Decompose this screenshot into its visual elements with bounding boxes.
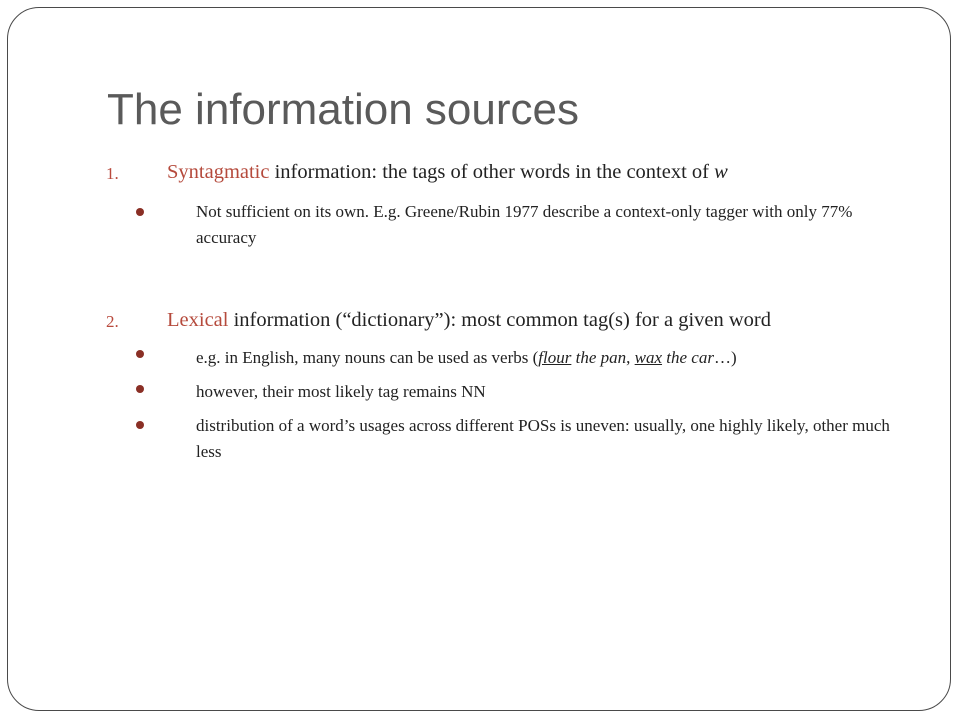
bullet-icon <box>136 350 144 358</box>
slide-title: The information sources <box>107 85 579 134</box>
example-word-1: flour <box>538 348 572 367</box>
bullet-2-1-post: …) <box>713 348 737 367</box>
item-heading-1 <box>167 159 897 185</box>
bullet-1-1: Not sufficient on its own. E.g. Greene/Rubin 1977 describe a context-only tagger with only 77% accuracy <box>196 202 853 247</box>
bullet-2-1 <box>196 345 908 371</box>
item-text-2: information (“dictionary”): most common tag(s) for a given word <box>228 309 771 331</box>
bullet-2-1-pre: e.g. in English, many nouns can be used as verbs ( <box>196 348 539 367</box>
bullet-icon <box>136 208 144 216</box>
example-rest-2: the car <box>662 348 714 367</box>
example-separator: , <box>626 348 635 367</box>
bullet-2-2: however, their most likely tag remains NN <box>196 382 486 401</box>
item-lead-1: Syntagmatic <box>167 161 270 183</box>
bullet-icon <box>136 421 144 429</box>
example-rest-1: the pan <box>571 348 627 367</box>
item-number-1: 1. <box>106 164 119 183</box>
item-lead-2: Lexical <box>167 309 229 331</box>
item-number-2: 2. <box>106 312 119 331</box>
bullet-icon <box>136 385 144 393</box>
example-word-2: wax <box>634 348 663 367</box>
bullet-2-3: distribution of a word’s usages across different POSs is uneven: usually, one highly likely, other much less <box>196 416 890 461</box>
item-text-1: information: the tags of other words in the context of <box>269 161 715 183</box>
item-tail-1: w <box>714 161 728 183</box>
item-heading-2 <box>167 307 897 333</box>
